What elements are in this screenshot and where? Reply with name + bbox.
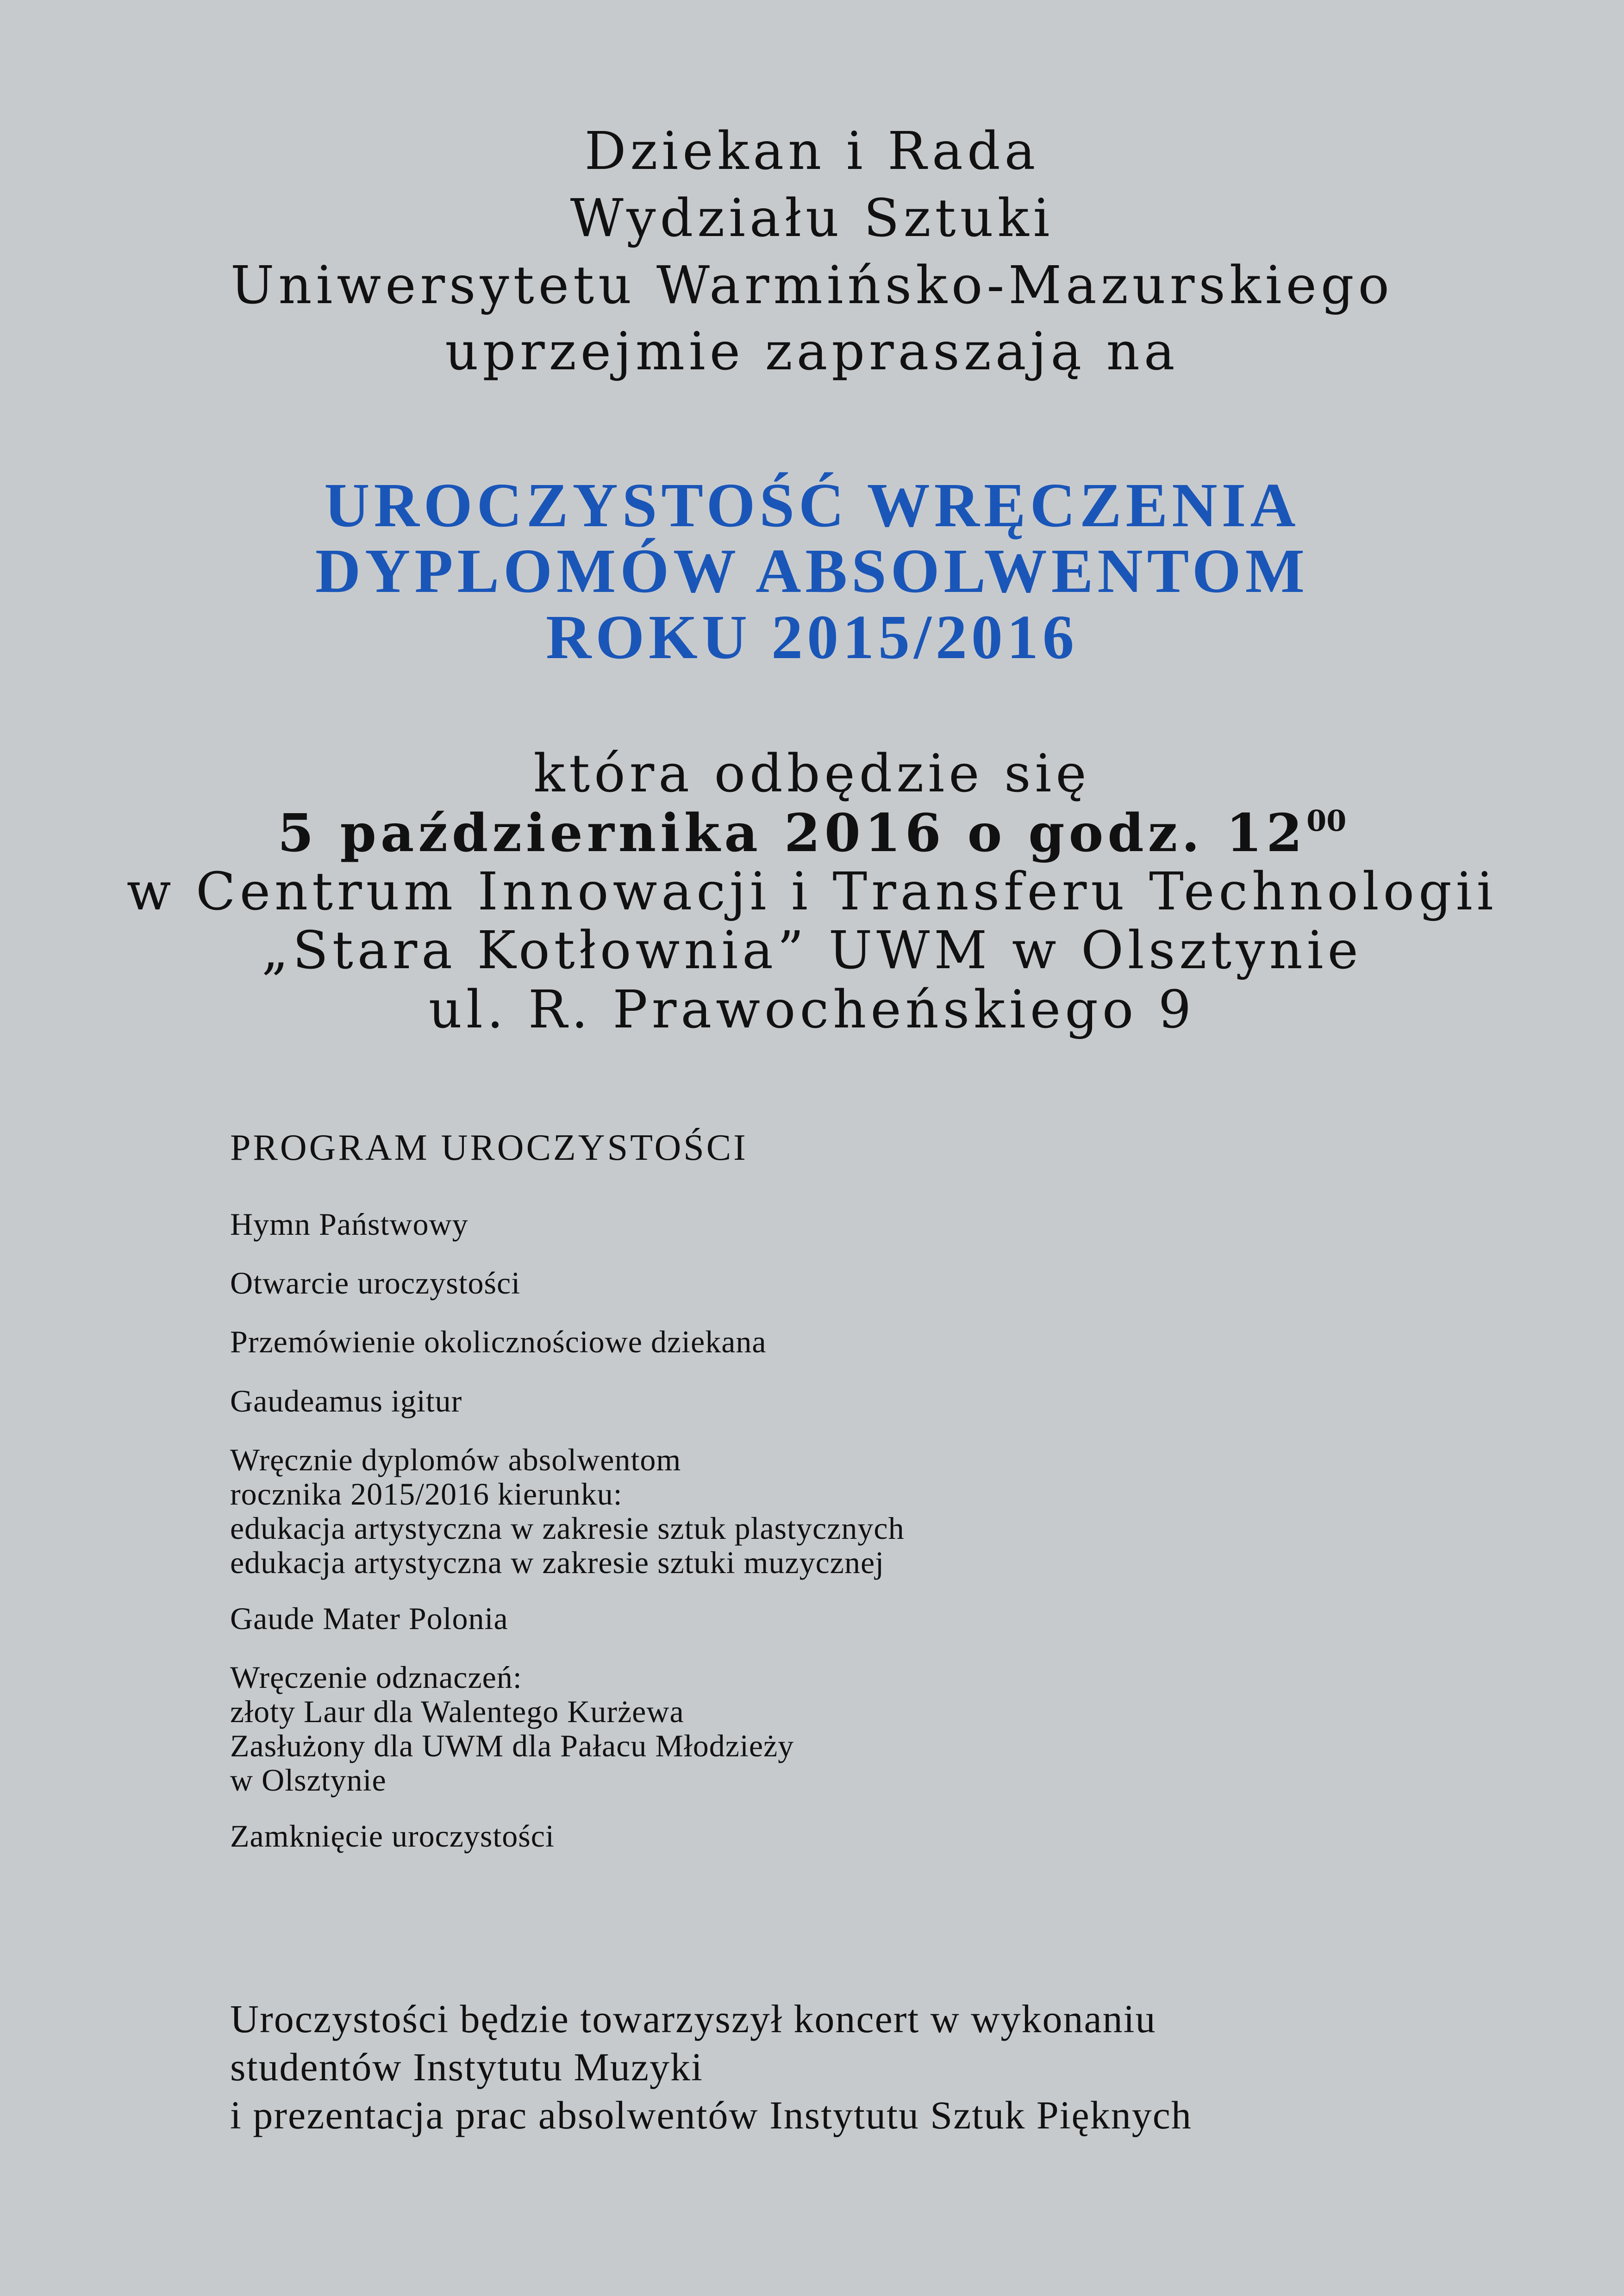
program-item-line: Otwarcie uroczystości	[230, 1265, 521, 1300]
program-item	[230, 1325, 767, 1359]
intro-line-university: Uniwersytetu Warmińsko-Mazurskiego	[231, 255, 1393, 316]
event-venue-line-2: „Stara Kotłownia” UWM w Olsztynie	[262, 921, 1362, 981]
event-date-text: 5 października 2016 o godz. 12	[277, 803, 1307, 864]
footer-line-3: i prezentacja prac absolwentów Instytutu Sztuk Pięknych	[230, 2093, 1192, 2137]
program-item	[230, 1384, 462, 1418]
program-item-line: edukacja artystyczna w zakresie sztuki muzycznej	[230, 1545, 885, 1580]
footer-note	[230, 1995, 1192, 2139]
program-item	[230, 1443, 905, 1580]
program-item	[230, 1601, 508, 1636]
program-item-line: edukacja artystyczna w zakresie sztuk plastycznych	[230, 1511, 905, 1546]
ceremony-title-line-2: DYPLOMÓW ABSOLWENTOM	[315, 536, 1309, 606]
intro-line-invite: uprzejmie zapraszają na	[445, 322, 1179, 382]
program-item-line: Zamknięcie uroczystości	[230, 1818, 555, 1854]
program-item-line: Hymn Państwowy	[230, 1207, 468, 1242]
intro-line-faculty: Wydziału Sztuki	[570, 188, 1054, 249]
intro-line-dean: Dziekan i Rada	[584, 121, 1040, 181]
program-item	[230, 1207, 468, 1241]
program-item-line: złoty Laur dla Walentego Kurżewa	[230, 1694, 684, 1729]
program-item-line: Wręczenie odznaczeń:	[230, 1660, 522, 1695]
program-item-line: Zasłużony dla UWM dla Pałacu Młodzieży	[230, 1728, 794, 1763]
program-heading: PROGRAM UROCZYSTOŚCI	[230, 1127, 748, 1168]
program-item	[230, 1660, 794, 1797]
event-time-superscript: 00	[1306, 804, 1347, 838]
program-item-line: Wręcznie dyplomów absolwentom	[230, 1442, 681, 1477]
program-item-line: Gaudeamus igitur	[230, 1383, 462, 1419]
program-item	[230, 1266, 520, 1300]
program-item-line: w Olsztynie	[230, 1762, 387, 1798]
program-item-line: rocznika 2015/2016 kierunku:	[230, 1476, 623, 1512]
ceremony-title-line-1: UROCZYSTOŚĆ WRĘCZENIA	[324, 471, 1300, 540]
footer-line-2: studentów Instytutu Muzyki	[230, 2045, 703, 2089]
ceremony-title-line-3: ROKU 2015/2016	[546, 603, 1078, 672]
footer-line-1: Uroczystości będzie towarzyszył koncert w wykonaniu	[230, 1997, 1156, 2041]
program-item	[230, 1819, 555, 1853]
event-address: ul. R. Prawocheńskiego 9	[428, 980, 1196, 1040]
event-venue-line-1: w Centrum Innowacji i Transferu Technologii	[126, 862, 1498, 922]
program-item-line: Przemówienie okolicznościowe dziekana	[230, 1324, 767, 1359]
program-item-line: Gaude Mater Polonia	[230, 1601, 508, 1636]
event-intro: która odbędzie się	[533, 744, 1091, 804]
